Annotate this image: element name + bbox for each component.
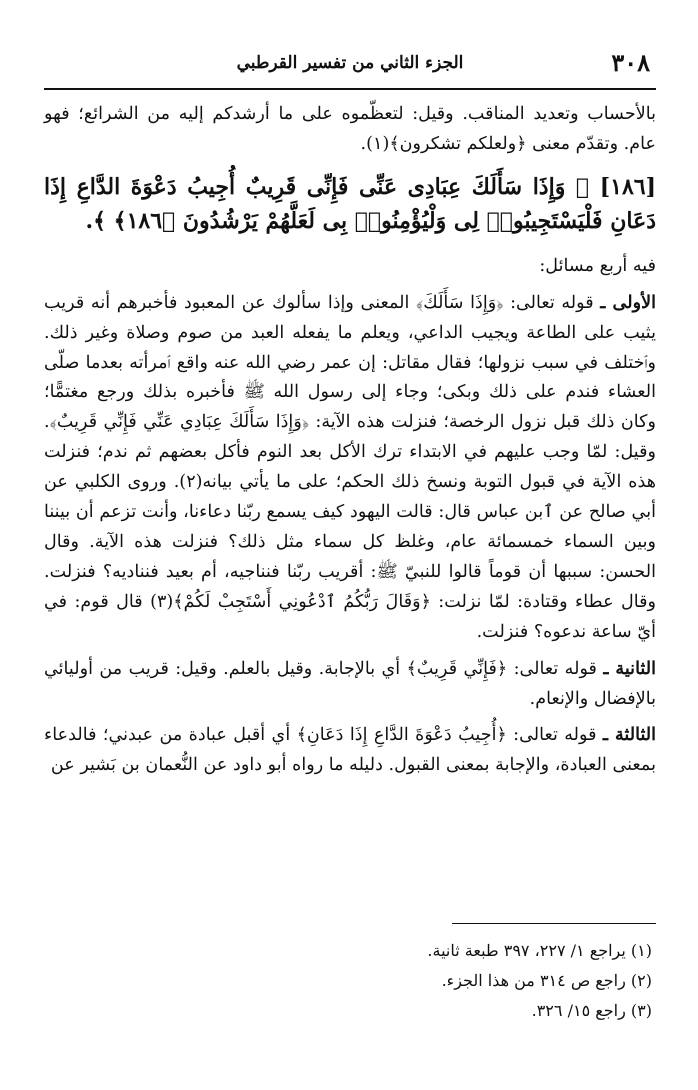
footnotes <box>44 923 656 1026</box>
page-number: ٣٠٨ <box>611 48 650 77</box>
section-third-text: قوله تعالى: ﴿أُجِيبُ دَعْوَةَ الدَّاعِ إِذَا دَعَانِ﴾ أي أقبل عبادة من عبدني؛ فالدعاء بمعنى العبادة، والإجابة بمعنى القبول. دليله ما رواه أبو داود عن النُّعمان بن بَشير عن <box>44 725 656 776</box>
quran-verse-186: [١٨٦] ﴿ وَإِذَا سَأَلَكَ عِبَادِى عَنِّى فَإِنِّى قَرِيبٌ أُجِيبُ دَعْوَةَ الدَّاعِ إِذَا دَعَانِ فَلْيَسْتَجِيبُوا۟ لِى وَلْيُؤْمِنُوا۟ بِى لَعَلَّهُمْ يَرْشُدُونَ ﴿١٨٦﴾ ﴾. <box>44 173 656 234</box>
footnote-item: (٣) راجع ١٥/ ٣٢٦. <box>531 1001 652 1020</box>
section-first-label: الأولى ـ <box>600 291 656 313</box>
section-first <box>44 288 656 648</box>
section-first-text: قوله تعالى: ﴿وَإِذَا سَأَلَكَ﴾ المعنى وإذا سألوك عن المعبود فأخبرهم أنه قريب يثيب على الطاعة ويجيب الداعي، ويعلم ما يفعله العبد من صوم وصلاة وغير ذلك. وٱختلف في سبب نزولها؛ فقال مقاتل: إن عمر رضي الله عنه واقع ٱمرأته بعدما صلّى العشاء فندم على ذلك وبكى؛ وجاء إلى رسول الله ﷺ فأخبره بذلك ورجع مغتمًّا؛ وكان ذلك قبل نزول الرخصة؛ فنزلت هذه الآية: ﴿وَإِذَا سَأَلَكَ عِبَادِي عَنِّي فَإِنِّي قَرِيبٌ﴾. وقيل: لمّا وجب عليهم في الابتداء ترك الأكل بعد النوم فأكل بعضهم ثم ندم؛ فنزلت هذه الآية في قبول التوبة ونسخ ذلك الحكم؛ على ما يأتي بيانه(٢). وروى الكلبي عن أبي صالح عن ٱبن عباس قال: قالت اليهود كيف يسمع ربّنا دعاءنا، وأنت تزعم أن بيننا وبين السماء خمسمائة عام، وغلظ كل سماء مثل ذلك؟ فنزلت هذه الآية. وقال الحسن: سببها أن قوماً قالوا للنبيّ ﷺ: أقريب ربّنا فنناجيه، أم بعيد فنناديه؟ فنزلت. وقال عطاء وقتادة: لمّا نزلت: ﴿وَقَالَ رَبُّكُمُ ٱدْعُونِي أَسْتَجِبْ لَكُمْ﴾(٣) قال قوم: في أيّ ساعة ندعوه؟ فنزلت. <box>44 292 657 642</box>
paragraph-continuation: بالأحساب وتعديد المناقب. وقيل: لتعظّموه على ما أرشدكم إليه من الشرائع؛ فهو عام. وتقدّم معنى ﴿ولعلكم تشكرون﴾(١). <box>44 104 656 154</box>
issues-intro: فيه أربع مسائل: <box>539 255 656 276</box>
section-third-label: الثالثة ـ <box>602 724 657 746</box>
main-text <box>44 100 656 781</box>
section-third <box>44 720 656 781</box>
footnote-item: (١) يراجع ١/ ٢٢٧، ٣٩٧ طبعة ثانية. <box>427 941 652 960</box>
running-title: الجزء الثاني من تفسير القرطبي <box>236 53 464 73</box>
section-second <box>44 654 656 715</box>
section-second-text: قوله تعالى: ﴿فَإِنِّي قَرِيبٌ﴾ أي بالإجابة. وقيل بالعلم. وقيل: قريب من أوليائي بالإفضال والإنعام. <box>44 658 656 709</box>
footnote-list <box>44 936 656 1026</box>
page-header <box>44 46 656 90</box>
footnote-item: (٢) راجع ص ٣١٤ من هذا الجزء. <box>441 971 652 990</box>
page-body <box>44 46 656 781</box>
section-second-label: الثانية ـ <box>603 657 656 679</box>
footnote-divider <box>452 923 656 924</box>
